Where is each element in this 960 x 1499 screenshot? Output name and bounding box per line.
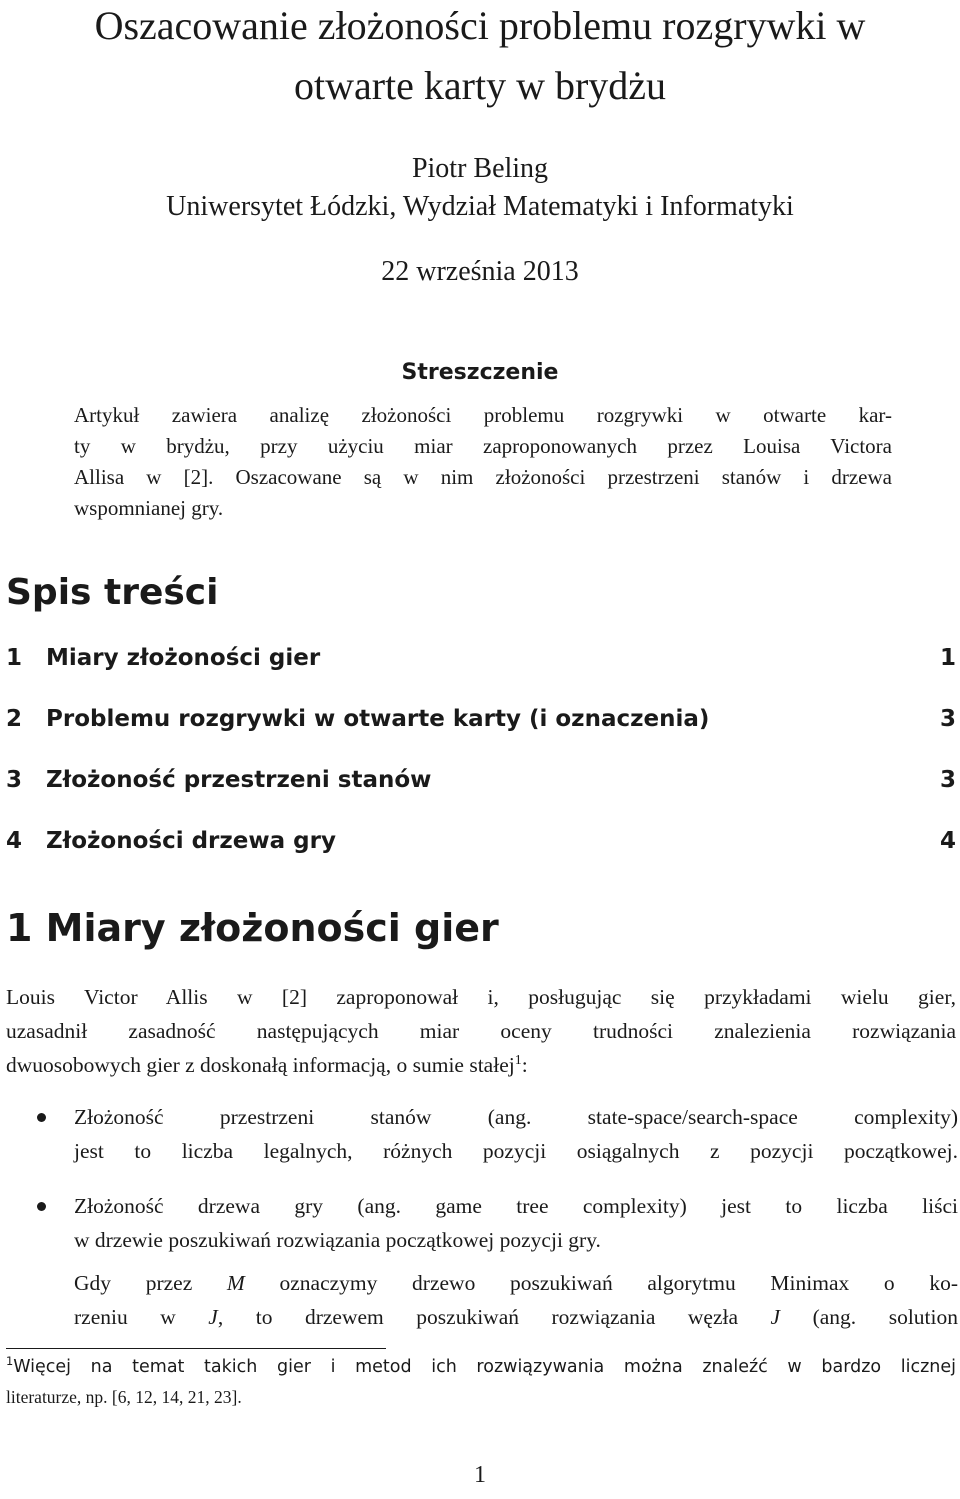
toc-entry-label: Złożoności drzewa gry: [46, 828, 336, 854]
toc-entry[interactable]: [6, 706, 956, 732]
paragraph-text: dwuosobowych gier z doskonałą informacją, o sumie stałej: [6, 1053, 515, 1077]
paper-title: [0, 0, 960, 112]
toc-entry-page: 3: [939, 767, 956, 793]
paragraph-line: [74, 1300, 958, 1334]
toc-entry-label: Miary złożoności gier: [46, 645, 321, 671]
footnote-rule: [6, 1348, 386, 1349]
section-heading: 1 Miary złożoności gier: [6, 906, 499, 950]
paragraph-line: Louis Victor Allis w [2] zaproponował i, posługując się przykładami wielu gier,: [6, 985, 956, 1009]
title-line-2: otwarte karty w brydżu: [293, 63, 667, 108]
abstract-heading: Streszczenie: [401, 360, 559, 385]
title-line-1: Oszacowanie złożoności problemu rozgrywki w: [94, 3, 866, 48]
list-item: [74, 1100, 958, 1168]
paragraph-text: , to drzewem poszukiwań rozwiązania węzła: [217, 1305, 771, 1329]
abstract-line: ty w brydżu, przy użyciu miar zaproponowanych przez Louisa Victora: [74, 434, 892, 458]
author-block: [0, 150, 960, 226]
paragraph-text: :: [521, 1053, 528, 1077]
list-item-line: Złożoność drzewa gry (ang. game tree complexity) jest to liczba liści: [74, 1194, 958, 1218]
abstract-line: Artykuł zawiera analizę złożoności problemu rozgrywki w otwarte kar-: [74, 403, 892, 427]
list-item: [74, 1189, 958, 1257]
toc-entry-page: 3: [939, 706, 956, 732]
footnote-line: [6, 1352, 956, 1382]
list-item-line: Złożoność przestrzeni stanów (ang. state-space/search-space complexity): [74, 1105, 958, 1129]
footnote-text: Więcej na temat takich gier i metod ich rozwiązywania można znaleźć w bardzo licznej: [13, 1357, 956, 1377]
toc-entry-number: 4: [6, 828, 23, 854]
footnote-line: literaturze, np. [6, 12, 14, 21, 23].: [6, 1387, 242, 1407]
abstract-line: Allisa w [2]. Oszacowane są w nim złożoności przestrzeni stanów i drzewa: [74, 465, 892, 489]
toc-entry-label: Problemu rozgrywki w otwarte karty (i oznaczenia): [46, 706, 710, 732]
list-item-line: jest to liczba legalnych, różnych pozycji osiągalnych z pozycji początkowej.: [74, 1139, 958, 1163]
toc-entry[interactable]: [6, 645, 956, 671]
paragraph-text: (ang. solution: [780, 1305, 958, 1329]
author-affiliation: Uniwersytet Łódzki, Wydział Matematyki i Informatyki: [166, 191, 794, 222]
toc-entry[interactable]: [6, 767, 956, 793]
toc-entry-number: 2: [6, 706, 23, 732]
toc-entry-page: 4: [939, 828, 956, 854]
bullet-icon: [37, 1202, 46, 1211]
paragraph-text: Gdy przez: [74, 1271, 227, 1295]
toc-entry-label: Złożoność przestrzeni stanów: [46, 767, 432, 793]
toc-entry-number: 1: [6, 645, 23, 671]
math-variable: J: [770, 1305, 781, 1329]
footnote-marker[interactable]: 1: [514, 1052, 522, 1068]
paragraph-line: [6, 1048, 956, 1082]
toc-entry-page: 1: [939, 645, 956, 671]
list-item-line: w drzewie poszukiwań rozwiązania początkowej pozycji gry.: [74, 1228, 601, 1252]
toc-heading: Spis treści: [6, 572, 219, 613]
paper-date: 22 września 2013: [381, 256, 579, 287]
toc-entry[interactable]: [6, 828, 956, 854]
paragraph-line: [74, 1266, 958, 1300]
toc-entry-number: 3: [6, 767, 23, 793]
section-paragraph: [74, 1266, 958, 1334]
abstract-body: [74, 400, 892, 524]
page-number: 1: [474, 1462, 486, 1488]
bullet-icon: [37, 1113, 46, 1122]
paragraph-text: oznaczymy drzewo poszukiwań algorytmu Minimax o ko-: [244, 1271, 958, 1295]
footnote-number: 1: [6, 1354, 14, 1369]
paragraph-text: rzeniu w: [74, 1305, 209, 1329]
math-variable: M: [226, 1271, 245, 1295]
paragraph-line: uzasadnił zasadność następujących miar oceny trudności znalezienia rozwiązania: [6, 1019, 956, 1043]
author-name: Piotr Beling: [411, 153, 549, 184]
abstract-line: wspomnianej gry.: [74, 496, 224, 520]
math-variable: J: [208, 1305, 218, 1329]
section-paragraph: [6, 980, 956, 1082]
footnote: [6, 1352, 956, 1412]
